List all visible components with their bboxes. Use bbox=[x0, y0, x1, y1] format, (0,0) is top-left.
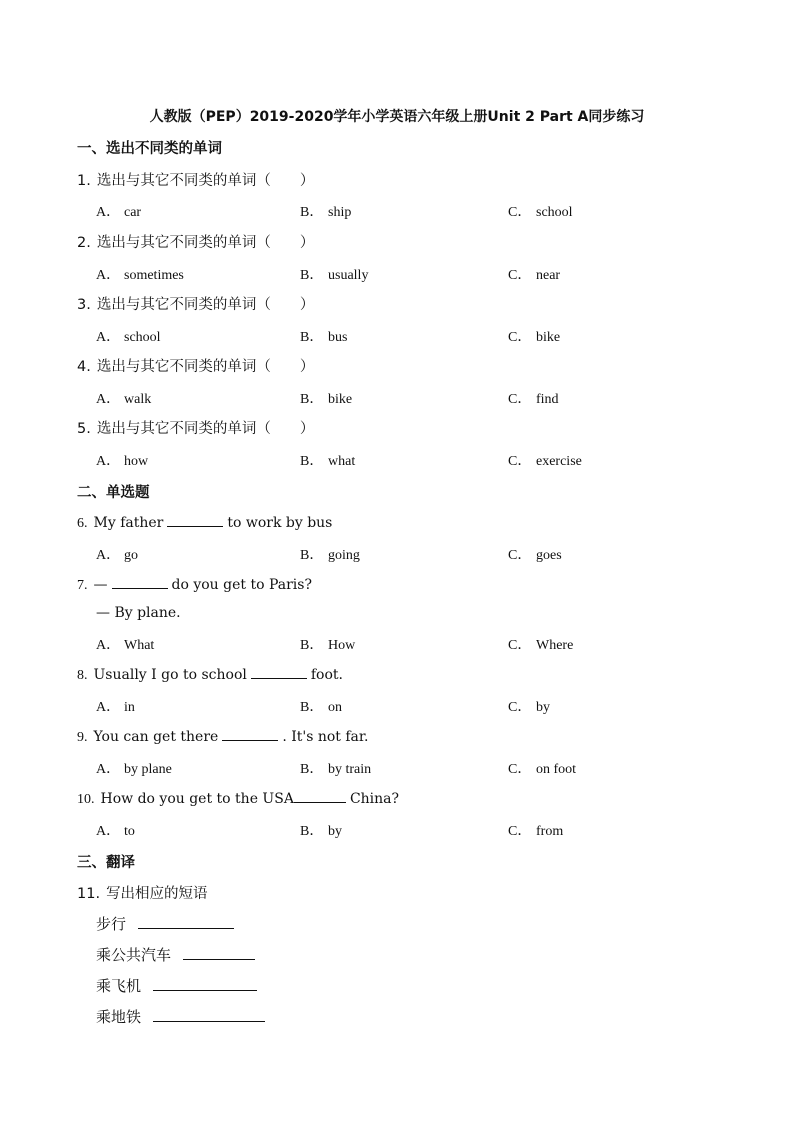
q2-option-c[interactable] bbox=[508, 264, 560, 284]
question-stem-after: foot. bbox=[310, 667, 343, 683]
option-letter: B． bbox=[300, 454, 324, 469]
question-1 bbox=[77, 169, 314, 190]
section-heading-1: 一、选出不同类的单词 bbox=[77, 141, 222, 157]
question-number: 11. bbox=[77, 886, 101, 902]
question-number: 10. bbox=[77, 792, 95, 807]
question-number: 2. bbox=[77, 235, 91, 251]
q10-option-a[interactable] bbox=[96, 820, 135, 840]
option-text: school bbox=[536, 205, 573, 220]
option-text: What bbox=[124, 638, 155, 653]
option-letter: A． bbox=[96, 330, 121, 345]
option-text: from bbox=[536, 824, 564, 839]
option-letter: C． bbox=[508, 700, 532, 715]
q4-option-c[interactable] bbox=[508, 388, 559, 408]
option-text: usually bbox=[328, 268, 369, 283]
page-title: 人教版（PEP）2019-2020学年小学英语六年级上册Unit 2 Part A同步练习 bbox=[149, 109, 645, 125]
option-letter: A． bbox=[96, 268, 121, 283]
translation-item-1 bbox=[96, 913, 238, 934]
question-10 bbox=[77, 789, 399, 808]
option-text: by bbox=[328, 824, 342, 839]
question-number: 4. bbox=[77, 359, 91, 375]
question-number: 3. bbox=[77, 297, 91, 313]
q6-option-b[interactable] bbox=[300, 544, 360, 564]
question-11 bbox=[77, 882, 208, 903]
option-text: How bbox=[328, 638, 356, 653]
option-letter: A． bbox=[96, 824, 121, 839]
section-heading-2: 二、单选题 bbox=[77, 485, 150, 501]
option-text: to bbox=[124, 824, 135, 839]
option-text: what bbox=[328, 454, 356, 469]
question-7-response: — By plane. bbox=[96, 605, 181, 621]
option-letter: A． bbox=[96, 638, 121, 653]
q3-option-a[interactable] bbox=[96, 326, 161, 346]
q3-option-b[interactable] bbox=[300, 326, 347, 346]
q2-option-a[interactable] bbox=[96, 264, 184, 284]
option-text: Where bbox=[536, 638, 574, 653]
q7-option-c[interactable] bbox=[508, 634, 573, 654]
question-stem-after: China? bbox=[349, 791, 400, 807]
option-text: by plane bbox=[124, 762, 172, 777]
q10-option-b[interactable] bbox=[300, 820, 342, 840]
option-text: car bbox=[124, 205, 142, 220]
question-6 bbox=[77, 513, 332, 532]
question-4 bbox=[77, 355, 314, 376]
option-text: how bbox=[124, 454, 149, 469]
question-stem: 写出相应的短语 bbox=[106, 886, 208, 902]
option-letter: B． bbox=[300, 392, 324, 407]
option-letter: C． bbox=[508, 762, 532, 777]
answer-blank[interactable] bbox=[183, 946, 255, 960]
question-number: 1. bbox=[77, 173, 91, 189]
option-text: exercise bbox=[536, 454, 582, 469]
answer-blank[interactable] bbox=[167, 513, 223, 527]
option-letter: A． bbox=[96, 454, 121, 469]
question-number: 8. bbox=[77, 668, 88, 683]
question-number: 5. bbox=[77, 421, 91, 437]
q1-option-c[interactable] bbox=[508, 201, 573, 221]
question-7 bbox=[77, 575, 312, 594]
translation-item-2 bbox=[96, 944, 259, 965]
question-stem: 选出与其它不同类的单词（ ） bbox=[96, 173, 315, 189]
q9-option-c[interactable] bbox=[508, 758, 576, 778]
answer-blank[interactable] bbox=[153, 977, 257, 991]
q10-option-c[interactable] bbox=[508, 820, 563, 840]
option-text: bus bbox=[328, 330, 348, 345]
q9-option-b[interactable] bbox=[300, 758, 371, 778]
option-letter: C． bbox=[508, 205, 532, 220]
translation-prompt: 步行 bbox=[96, 915, 127, 933]
answer-blank[interactable] bbox=[294, 789, 346, 803]
answer-blank[interactable] bbox=[222, 727, 278, 741]
answer-blank[interactable] bbox=[251, 665, 307, 679]
option-letter: B． bbox=[300, 330, 324, 345]
translation-item-4 bbox=[96, 1006, 269, 1027]
option-text: school bbox=[124, 330, 161, 345]
answer-blank[interactable] bbox=[153, 1008, 265, 1022]
option-text: go bbox=[124, 548, 138, 563]
q2-option-b[interactable] bbox=[300, 264, 368, 284]
question-number: 9. bbox=[77, 730, 88, 745]
answer-blank[interactable] bbox=[112, 575, 168, 589]
q9-option-a[interactable] bbox=[96, 758, 172, 778]
section-heading-3: 三、翻译 bbox=[77, 855, 135, 871]
question-stem: 选出与其它不同类的单词（ ） bbox=[96, 359, 315, 375]
question-9 bbox=[77, 727, 369, 746]
q8-option-c[interactable] bbox=[508, 696, 550, 716]
option-text: find bbox=[536, 392, 559, 407]
option-text: in bbox=[124, 700, 135, 715]
option-letter: B． bbox=[300, 268, 324, 283]
question-stem-before: My father bbox=[93, 515, 164, 531]
q4-option-b[interactable] bbox=[300, 388, 352, 408]
option-text: by train bbox=[328, 762, 372, 777]
option-letter: A． bbox=[96, 548, 121, 563]
answer-blank[interactable] bbox=[138, 915, 234, 929]
question-stem-before: How do you get to the USA bbox=[100, 791, 294, 807]
question-stem: 选出与其它不同类的单词（ ） bbox=[96, 421, 315, 437]
question-number: 7. bbox=[77, 578, 88, 593]
q3-option-c[interactable] bbox=[508, 326, 560, 346]
q1-option-b[interactable] bbox=[300, 201, 351, 221]
option-letter: B． bbox=[300, 638, 324, 653]
question-stem-after: to work by bus bbox=[227, 515, 333, 531]
option-letter: C． bbox=[508, 824, 532, 839]
option-text: walk bbox=[124, 392, 152, 407]
q5-option-b[interactable] bbox=[300, 450, 355, 470]
q8-option-a[interactable] bbox=[96, 696, 135, 716]
question-stem: 选出与其它不同类的单词（ ） bbox=[96, 235, 315, 251]
option-text: bike bbox=[536, 330, 561, 345]
question-stem: 选出与其它不同类的单词（ ） bbox=[96, 297, 315, 313]
translation-item-3 bbox=[96, 975, 261, 996]
question-stem-before: Usually I go to school bbox=[93, 667, 247, 683]
translation-prompt: 乘飞机 bbox=[96, 977, 142, 995]
option-text: sometimes bbox=[124, 268, 184, 283]
question-number: 6. bbox=[77, 516, 88, 531]
q7-option-a[interactable] bbox=[96, 634, 154, 654]
q7-option-b[interactable] bbox=[300, 634, 355, 654]
question-5 bbox=[77, 417, 314, 438]
q6-option-a[interactable] bbox=[96, 544, 138, 564]
option-text: by bbox=[536, 700, 550, 715]
question-8 bbox=[77, 665, 343, 684]
question-stem-before: You can get there bbox=[93, 729, 219, 745]
option-text: going bbox=[328, 548, 360, 563]
option-letter: A． bbox=[96, 205, 121, 220]
option-letter: B． bbox=[300, 548, 324, 563]
option-text: on bbox=[328, 700, 342, 715]
option-letter: B． bbox=[300, 700, 324, 715]
option-text: bike bbox=[328, 392, 353, 407]
q6-option-c[interactable] bbox=[508, 544, 562, 564]
option-letter: C． bbox=[508, 268, 532, 283]
option-letter: A． bbox=[96, 700, 121, 715]
question-stem-after: . It's not far. bbox=[282, 729, 369, 745]
option-text: ship bbox=[328, 205, 352, 220]
option-letter: B． bbox=[300, 824, 324, 839]
option-letter: C． bbox=[508, 392, 532, 407]
q5-option-a[interactable] bbox=[96, 450, 148, 470]
q8-option-b[interactable] bbox=[300, 696, 342, 716]
question-stem-before: — bbox=[93, 577, 108, 593]
option-letter: A． bbox=[96, 392, 121, 407]
option-text: goes bbox=[536, 548, 562, 563]
question-stem-after: do you get to Paris? bbox=[171, 577, 312, 593]
question-3 bbox=[77, 293, 314, 314]
option-letter: B． bbox=[300, 762, 324, 777]
option-letter: C． bbox=[508, 454, 532, 469]
option-letter: C． bbox=[508, 638, 532, 653]
option-letter: C． bbox=[508, 330, 532, 345]
question-2 bbox=[77, 231, 314, 252]
q4-option-a[interactable] bbox=[96, 388, 151, 408]
translation-prompt: 乘地铁 bbox=[96, 1008, 142, 1026]
q1-option-a[interactable] bbox=[96, 201, 141, 221]
option-text: near bbox=[536, 268, 561, 283]
option-letter: C． bbox=[508, 548, 532, 563]
translation-prompt: 乘公共汽车 bbox=[96, 946, 172, 964]
q5-option-c[interactable] bbox=[508, 450, 582, 470]
option-letter: B． bbox=[300, 205, 324, 220]
option-text: on foot bbox=[536, 762, 577, 777]
option-letter: A． bbox=[96, 762, 121, 777]
